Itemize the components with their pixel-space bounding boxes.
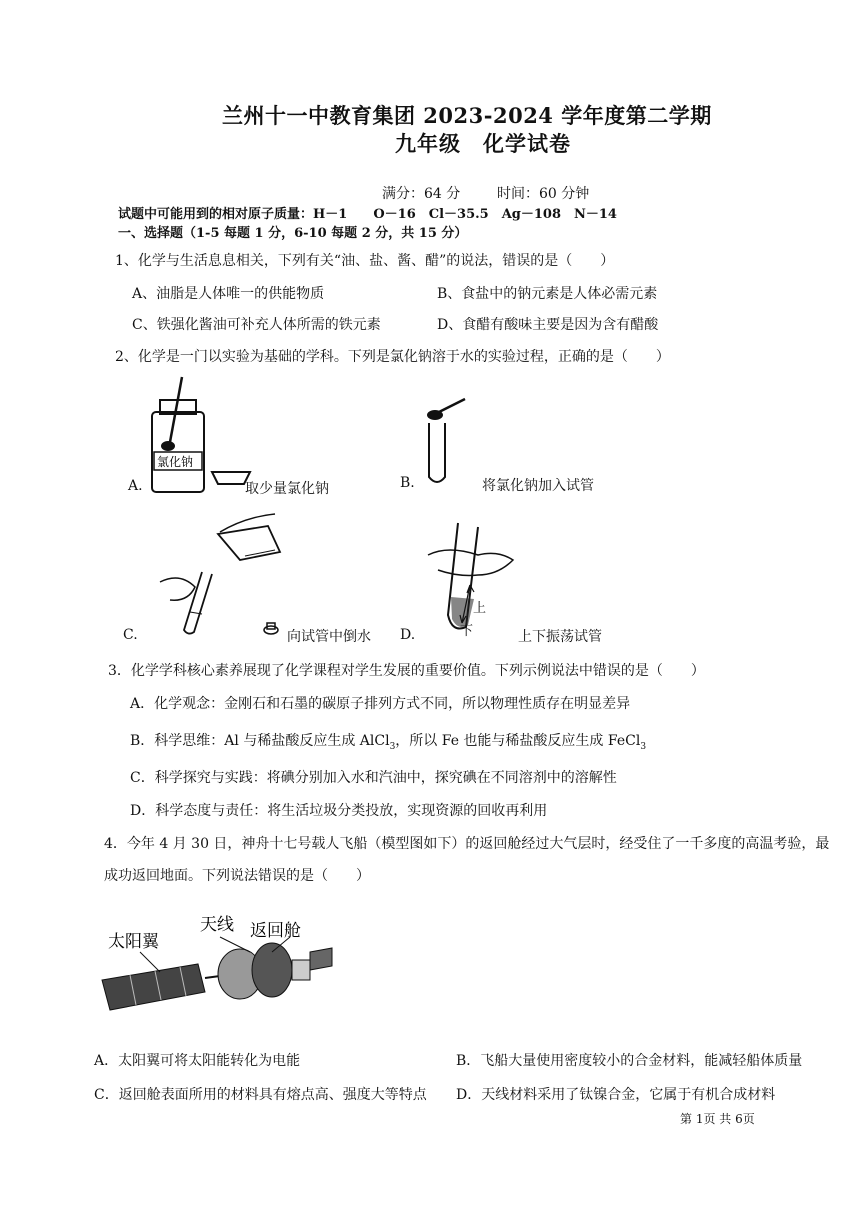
q4-option-c: C．返回舱表面所用的材料具有熔点高、强度大等特点 <box>94 1087 427 1103</box>
q2-d-up-label: 上 <box>473 601 487 616</box>
q2-b-caption: 将氯化钠加入试管 <box>482 478 594 494</box>
q1-option-c: C、铁强化酱油可补充人体所需的铁元素 <box>132 317 381 333</box>
q4-stem-line1: 4．今年 4 月 30 日，神舟十七号载人飞船（模型图如下）的返回舱经过大气层时，经受住了一千多度的高温考验，最 <box>104 836 830 852</box>
solar-wing-label: 太阳翼 <box>108 932 159 952</box>
q1-option-d: D、食醋有酸味主要是因为含有醋酸 <box>437 317 659 333</box>
exam-title: 兰州十一中教育集团 2023-2024 学年度第二学期 <box>222 103 712 128</box>
solar-wing-icon <box>102 964 205 1010</box>
q3-option-a: A．化学观念：金刚石和石墨的碳原子排列方式不同，所以物理性质存在明显差异 <box>130 696 631 712</box>
exam-subtitle: 九年级 化学试卷 <box>395 131 571 156</box>
q2-d-down-label: 下 <box>460 624 474 639</box>
spacecraft-figure <box>100 912 335 1017</box>
q2-a-caption: 取少量氯化钠 <box>245 481 329 497</box>
q2-b-figure <box>415 395 475 490</box>
antenna-label: 天线 <box>200 915 234 935</box>
q1-stem: 1、化学与生活息息相关，下列有关“油、盐、酱、醋”的说法，错误的是（ ） <box>115 253 615 269</box>
q3-option-b: B．科学思维：Al 与稀盐酸反应生成 AlCl$_3$，所以 Fe 也能与稀盐酸反应生成 FeCl$_3$ <box>130 733 647 752</box>
q3-stem: 3．化学学科核心素养展现了化学课程对学生发展的重要价值。下列示例说法中错误的是（ ） <box>108 663 705 679</box>
spoon-icon <box>437 399 465 413</box>
full-score: 满分：64 分 <box>382 186 461 202</box>
time-limit: 时间：60 分钟 <box>497 186 590 202</box>
bottle-stopper-icon <box>262 620 280 636</box>
test-tube-icon <box>429 423 445 482</box>
q4-stem-line2: 成功返回地面。下列说法错误的是（ ） <box>104 868 370 884</box>
q2-a-letter: A. <box>128 478 143 494</box>
q2-c-caption: 向试管中倒水 <box>287 629 371 645</box>
page-number: 第 1页 共 6页 <box>680 1112 755 1126</box>
q2-d-letter: D. <box>400 627 416 643</box>
q4-option-b: B．飞船大量使用密度较小的合金材料，能减轻船体质量 <box>456 1053 803 1069</box>
section-heading: 一、选择题（1-5 每题 1 分，6-10 每题 2 分，共 15 分） <box>118 226 468 241</box>
q4-option-d: D．天线材料采用了钛镍合金，它属于有机合成材料 <box>456 1087 776 1103</box>
capsule-label: 返回舱 <box>250 921 301 941</box>
q2-d-caption: 上下振荡试管 <box>518 629 602 645</box>
q2-a-figure <box>140 372 260 497</box>
q2-c-letter: C. <box>123 627 138 643</box>
q2-stem: 2、化学是一门以实验为基础的学科。下列是氯化钠溶于水的实验过程，正确的是（ ） <box>115 349 670 365</box>
hand-icon <box>428 550 513 575</box>
jar-label: 氯化钠 <box>157 455 194 469</box>
return-capsule-icon <box>252 943 292 997</box>
q4-option-a: A．太阳翼可将太阳能转化为电能 <box>94 1053 301 1069</box>
q3-option-d: D．科学态度与责任：将生活垃圾分类投放，实现资源的回收再利用 <box>130 803 548 819</box>
q2-b-letter: B. <box>400 475 415 491</box>
atomic-masses: 试题中可能用到的相对原子质量：H－1 O－16 Cl－35.5 Ag－108 N－14 <box>118 207 617 222</box>
q1-option-b: B、食盐中的钠元素是人体必需元素 <box>437 286 658 302</box>
q1-option-a: A、油脂是人体唯一的供能物质 <box>132 286 325 302</box>
spoon-icon <box>170 377 182 442</box>
q3-option-c: C．科学探究与实践：将碘分别加入水和汽油中，探究碘在不同溶剂中的溶解性 <box>130 770 617 786</box>
